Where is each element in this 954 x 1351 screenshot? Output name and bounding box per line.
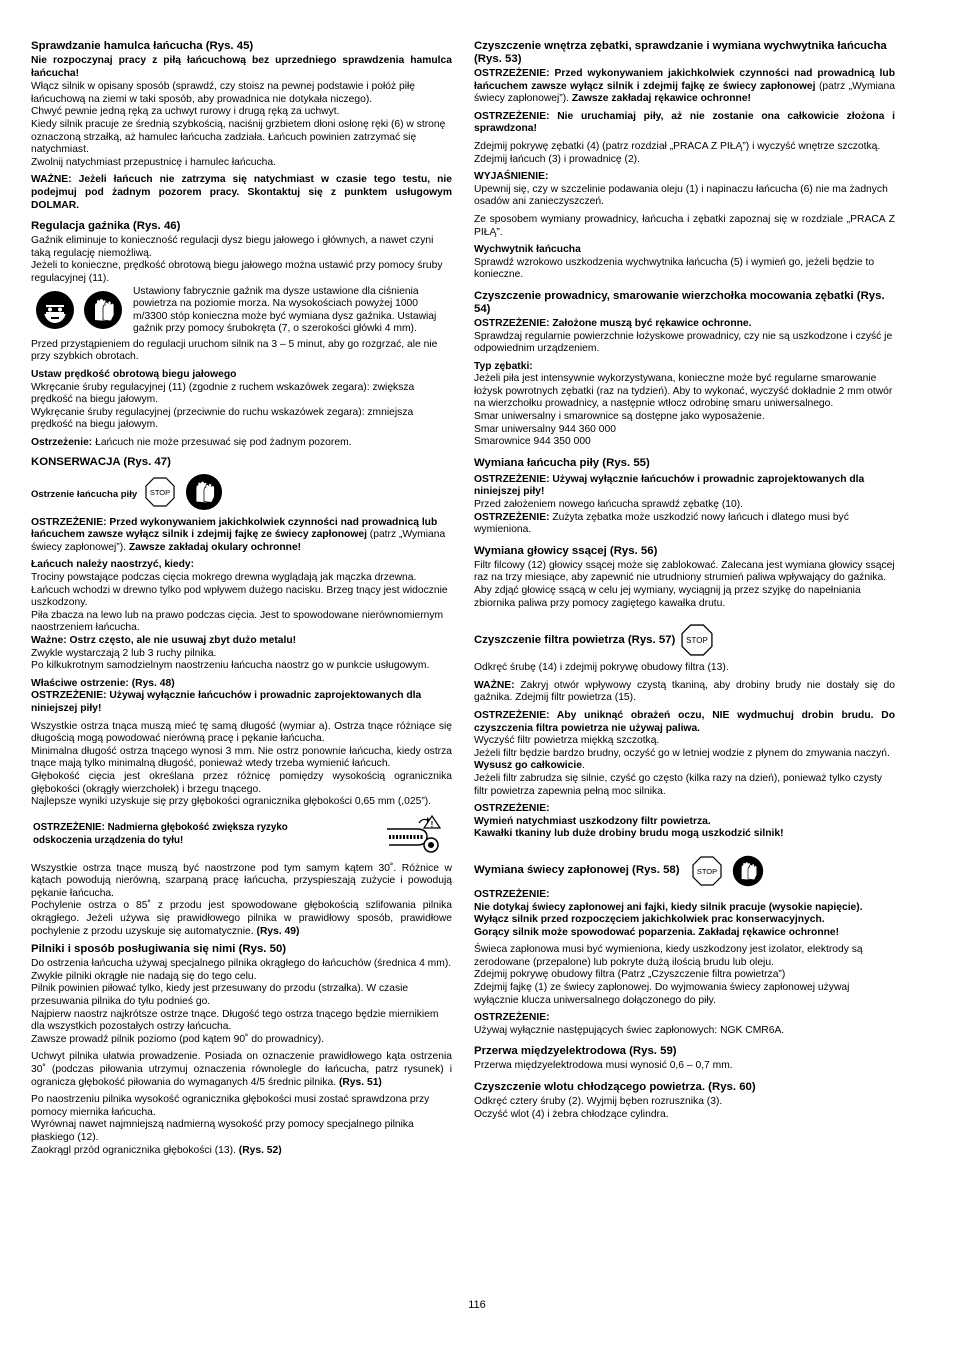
stop-label: STOP	[696, 866, 717, 876]
warning-ref: (patrz „Wymiana świecy zapłonowej”).	[474, 80, 895, 105]
warning-label: OSTRZEŻENIE:	[474, 1012, 550, 1024]
paragraph: Przed założeniem nowego łańcucha sprawdź zębatkę (10).	[474, 499, 744, 511]
paragraph: Ustawiony fabrycznie gaźnik ma dysze ustawione dla ciśnienia powietrza na poziomie morza. Na wysokościach powyżej 1000 m/3300 stóp konieczna może być wymiana dysz gaźnika. Ustawiaj gaźnik przy pomocy śrubokręta (7, o szerokości główki 4 mm).	[133, 285, 437, 335]
warning-text: OSTRZEŻENIE: Przed wykonywaniem jakichkolwiek czynności nad prowadnicą lub łańcuchem zawsze wyłącz silnik i zdejmij fajkę ze świecy zapłonowej	[31, 516, 438, 541]
subheading: Właściwe ostrzenie: (Rys. 48)	[31, 677, 175, 689]
paragraph: Filtr filcowy (12) głowicy ssącej może się zablokować. Zalecana jest wymiana głowicy ssącej raz na trzy miesiące, aby zapewnić nie utrudniony strumień paliwa wpływający do gaźnika. Aby zdjąć głowicę ssącą w celu jej wymiany, wyciągnij ją przez szyjkę do napełniania zbiornika paliwa przy pomocy zagiętego kawałka drutu.	[474, 559, 895, 609]
paragraph: Wszystkie ostrza tnąca muszą mieć tę samą długość (wymiar a). Ostrza tnące różniące się długością mogą powodować nierówną pracę i pękanie łańcucha. Minimalna długość ostrza tnącego wynosi 3 mm. Nie ostrz ponownie łańcucha, kiedy ostrza tnące mają tylko minimalną długość, ponieważ wtedy trzeba wymienić łańcuch. Głębokość cięcia jest określana przez różnicę pomiędzy wysokością ogranicznika głębokości (okrągły wierzchołek) i brzegu tnącego. Najlepsze wyniki uzyskuje się przy głębokości ogranicznika głębokości 0,65 mm (,025”).	[31, 720, 452, 808]
sharpening-header	[31, 473, 452, 511]
kickback-icon	[383, 815, 441, 855]
figure-ref: (Rys. 51)	[336, 1076, 382, 1088]
warning-label: OSTRZEŻENIE:	[474, 511, 550, 523]
stop-icon	[681, 624, 713, 656]
paragraph	[474, 760, 895, 798]
paragraph	[31, 1094, 452, 1157]
warning	[31, 437, 452, 450]
ppe-icons	[35, 290, 123, 330]
paragraph: Odkręć śrubę (14) i zdejmij pokrywę obudowy filtra (13).	[474, 662, 729, 674]
warning-text: Łańcuch nie może przesuwać się pod żadnym pozorem.	[92, 437, 352, 449]
section-title: Czyszczenie wlotu chłodzącego powietrza. (Rys. 60)	[474, 1081, 756, 1094]
stop-label: STOP	[149, 487, 171, 497]
right-column	[474, 40, 895, 1126]
section-title: Wymiana świecy zapłonowej (Rys. 58)	[474, 864, 680, 877]
paragraph: Do ostrzenia łańcucha używaj specjalnego pilnika okrągłego do łańcuchów (średnica 4 mm). Zwykłe pilniki okrągłe nie nadają się do tego celu. Pilnik powinien piłować tylko, kiedy jest przesuwany do przodu (strzałka). W czasie przesuwania pilnika do tyłu podnieś go. Najpierw naostrz najkrótsze ostrze tnące. Długość tego ostrza tnącego będzie miernikiem dla wszystkich pozostałych ostrzy łańcucha. Zawsze prowadź pilnik poziomo (pod kątem 90˚ do prowadnicy).	[31, 958, 452, 1045]
stop-icon	[145, 477, 175, 507]
warning-text: OSTRZEŻENIE: Przed wykonywaniem jakichkolwiek czynności nad prowadnicą lub łańcuchem zawsze wyłącz silnik i zdejmij fajkę ze świecy zapłonowej	[474, 68, 895, 92]
paragraph: Przed przystąpieniem do regulacji uruchom silnik na 3 – 5 minut, aby go rozgrzać, ale nie przy szybkich obrotach.	[31, 338, 438, 363]
paragraph: Wkręcanie śruby regulacyjnej (11) (zgodnie z ruchem wskazówek zegara): zwiększa prędkość na biegu jałowym. Wykręcanie śruby regulacyjnej (przeciwnie do ruchu wskazówek zegara): zmniejsza prędkość na biegu jałowym.	[31, 381, 415, 431]
section-title: Czyszczenie prowadnicy, smarowanie wierzchołka mocowania zębatki (Rys. 54)	[474, 289, 885, 315]
warning-ref: (patrz „Wymiana świecy zapłonowej”).	[31, 529, 446, 553]
stop-label: STOP	[686, 636, 709, 646]
section-title: Wymiana łańcucha piły (Rys. 55)	[474, 456, 650, 469]
warning-text: Zużyta zębatka może uszkodzić nowy łańcuch i dlatego musi być wymieniona.	[474, 511, 849, 536]
paragraph: Używaj wyłącznie następujących świec zapłonowych: NGK CMR6A.	[474, 1024, 785, 1036]
important-note	[474, 680, 895, 705]
warning: OSTRZEŻENIE: Aby uniknąć obrażeń oczu, NIE wydmuchuj drobin brudu. Do czyszczenia filtra powietrza nie używaj paliwa.	[474, 709, 895, 734]
paragraph: Gaźnik eliminuje to konieczność regulacji dysz biegu jałowego i głównych, a nawet czyni taką regulację niemożliwą. Jeżeli to konieczne, prędkość obrotową biegu jałowego można ustawić przy pomocy śruby regulacyjnej (11).	[31, 235, 443, 284]
warning: OSTRZEŻENIE: Założone muszą być rękawice ochronne.	[474, 317, 752, 329]
important-label: WAŻNE:	[474, 679, 515, 691]
warning-text: Zawsze zakładaj okulary ochronne!	[128, 541, 302, 553]
face-protection-icon	[35, 290, 75, 330]
page-number: 116	[468, 1299, 486, 1311]
icon-paragraph	[31, 286, 452, 336]
paragraph-text: Uchwyt pilnika ułatwia prowadzenie. Posiada on oznaczenie prawidłowego kąta ostrzenia 30˚ (podczas piłowania utrzymuj oznaczenia równolegle do łańcucha, patrz rysunek) i ogranicza głębokość piłowania do wymaganych 4/5 średnic pilnika.	[31, 1051, 452, 1088]
gloves-icon	[732, 855, 764, 887]
warning: OSTRZEŻENIE: Nie dotykaj świecy zapłonowej ani fajki, kiedy silnik pracuje (wysokie napięcie). Wyłącz silnik przed rozpoczęciem jakichkolwiek prac konserwacyjnych. Gorący silnik może spowodować poparzenia. Zakładaj rękawice ochronne!	[474, 888, 863, 938]
paragraph: Włącz silnik w opisany sposób (sprawdź, czy stoisz na pewnej podstawie i połóż piłę łańcuchową na ziemi w taki sposób, aby prowadnica nie dotykała niczego). Chwyć pewnie jedną ręką za uchwyt rurowy i drugą ręką za uchwyt. Kiedy silnik pracuje ze średnią szybkością, naciśnij grzbietem dłoni osłonę ręki (6) w stronę oznaczoną strzałką, aż hamulec łańcucha zadziała. Łańcuch powinien zatrzymać się natychmiast. Zwolnij natychmiast przepustnicę i hamulec łańcucha.	[31, 81, 446, 168]
subheading: Typ zębatki:	[474, 360, 533, 372]
paragraph	[31, 1051, 452, 1089]
paragraph: Ze sposobem wymiany prowadnicy, łańcucha i zębatki zapoznaj się w rozdziale „PRACA Z PIŁĄ”.	[474, 213, 895, 238]
warning	[474, 512, 895, 537]
warning: OSTRZEŻENIE: Nadmierna głębokość zwiększa ryzyko odskoczenia urządzenia do tyłu!	[33, 822, 288, 846]
paragraph-text: . Jeżeli filtr zabrudza się silnie, czyść go często (kilka razy na dzień), ponieważ tylko czysty filtr powietrza zapewnia pełną moc silnika.	[474, 760, 883, 797]
section-title: Przerwa międzyelektrodowa (Rys. 59)	[474, 1045, 677, 1058]
left-column	[31, 40, 452, 1162]
section-title: KONSERWACJA (Rys. 47)	[31, 455, 171, 468]
figure-ref: (Rys. 49)	[253, 925, 300, 937]
paragraph: Sprawdzaj regularnie powierzchnie łożyskowe prowadnicy, czy nie są uszkodzone i czyść je odpowiednim urządzeniem.	[474, 330, 893, 355]
section-title: Pilniki i sposób posługiwania się nimi (Rys. 50)	[31, 943, 287, 956]
subheading: Ostrzenie łańcucha piły	[31, 489, 138, 501]
warning: OSTRZEŻENIE: Wymień natychmiast uszkodzony filtr powietrza. Kawałki tkaniny lub duże drobiny brudu mogą uszkodzić silnik!	[474, 803, 784, 840]
air-filter-header	[474, 624, 895, 656]
bold-text: Wysusz go całkowicie	[474, 760, 582, 772]
warning: Nie rozpoczynaj pracy z piłą łańcuchową bez uprzedniego sprawdzenia hamulca łańcucha!	[31, 55, 452, 79]
paragraph: Zdejmij pokrywę zębatki (4) (patrz rozdział „PRACA Z PIŁĄ”) i wyczyść wnętrze szczotką. Zdejmij łańcuch (3) i prowadnicę (2).	[474, 140, 881, 165]
section-title: Czyszczenie wnętrza zębatki, sprawdzanie i wymiana wychwytnika łańcucha (Rys. 53)	[474, 40, 887, 65]
svg-text:!: !	[430, 819, 434, 829]
section-title: Sprawdzanie hamulca łańcucha (Rys. 45)	[31, 40, 254, 52]
paragraph: Przerwa międzyelektrodowa musi wynosić 0,6 – 0,7 mm.	[474, 1060, 733, 1072]
gloves-icon	[83, 290, 123, 330]
paragraph: Odkręć cztery śruby (2). Wyjmij bęben rozrusznika (3). Oczyść wlot (4) i żebra chłodzące cylindra.	[474, 1096, 723, 1120]
paragraph: Jeżeli piła jest intensywnie wykorzystywana, konieczne może być regularne smarowanie łożysk powrotnych zębatki (raz na tydzień). Aby to wykonać, wyczyść dokładnie 2 mm otwór na wierzchołku prowadnicy, a następnie wtłocz odrobinę smaru uniwersalnego. Smar uniwersalny i smarownice są dostępne jako wyposażenie. Smar uniwersalny 944 360 000 Smarownice 944 350 000	[474, 373, 893, 448]
gloves-icon	[185, 473, 223, 511]
section-title: Wymiana głowicy ssącej (Rys. 56)	[474, 544, 658, 557]
warning-text: Zawsze zakładaj rękawice ochronne!	[571, 93, 751, 105]
important-note: Ważne: Ostrz często, ale nie usuwaj zbyt dużo metalu!	[31, 634, 297, 646]
subheading: WYJAŚNIENIE:	[474, 171, 549, 183]
paragraph: Trociny powstające podczas cięcia mokrego drewna wyglądają jak mączka drzewna. Łańcuch wchodzi w drewno tylko pod wpływem dużego nacisku. Brzeg tnący jest widocznie uszkodzony. Piła zbacza na lewo lub na prawo podczas cięcia. Jest to spowodowane nierównomiernym naostrzeniem łańcucha.	[31, 572, 448, 634]
warning-label: Ostrzeżenie:	[31, 437, 93, 449]
kickback-warning	[31, 815, 452, 855]
subheading: Łańcuch należy naostrzyć, kiedy:	[31, 559, 195, 571]
figure-ref: (Rys. 52)	[235, 1144, 282, 1156]
warning: OSTRZEŻENIE: Używaj wyłącznie łańcuchów i prowadnic zaprojektowanych dla niniejszej piły!	[474, 473, 865, 498]
paragraph: Zwykle wystarczają 2 lub 3 ruchy pilnika. Po kilkukrotnym samodzielnym naostrzeniu łańcucha naostrz go w punkcie usługowym.	[31, 647, 430, 672]
stop-icon	[692, 856, 722, 886]
warning: OSTRZEŻENIE: Nie uruchamiaj piły, aż nie zostanie ona całkowicie złożona i sprawdzona!	[474, 110, 895, 135]
paragraph: Upewnij się, czy w szczelinie podawania oleju (1) i napinaczu łańcucha (6) nie ma żadnych osadów ani zanieczyszczeń.	[474, 183, 888, 208]
paragraph-text: Po naostrzeniu pilnika wysokość ogranicznika głębokości musi zostać sprawdzona przy pomocy miernika łańcucha. Wyrównaj nawet najmniejszą nadmierną wysokość przy pomocy specjalnego pilnika płaskiego (12). Zaokrągl przód ogranicznika głębokości (13).	[31, 1094, 430, 1156]
section-title: Regulacja gaźnika (Rys. 46)	[31, 220, 181, 233]
section-title: Czyszczenie filtra powietrza (Rys. 57)	[474, 633, 676, 646]
paragraph-text: Wszystkie ostrza tnące muszą być naostrzone pod tym samym kątem 30˚. Różnice w kątach powodują nierówną, szarpaną pracę łańcucha, przyspieszają zużycie i powodują pękanie łańcucha. Pochylenie ostrza o 85˚ z przodu jest spowodowane głębokością szlifowania pilnika okrągłego. Jeżeli używa się prawidłowego pilnika w prawidłowy sposób, prawidłowe pochylenie z przodu uzyskuje się automatycznie.	[31, 862, 452, 937]
paragraph: Sprawdź wzrokowo uszkodzenia wychwytnika łańcucha (5) i wymień go, jeżeli będzie to konieczne.	[474, 256, 875, 281]
important-text: Zakryj otwór wpływowy czystą tkaniną, aby drobiny brudy nie dostały się do gaźnika. Zdejmij filtr powietrza (15).	[474, 679, 895, 704]
warning: OSTRZEŻENIE: Używaj wyłącznie łańcuchów i prowadnic zaprojektowanych dla niniejszej piły!	[31, 690, 422, 714]
subheading: Wychwytnik łańcucha	[474, 244, 581, 256]
subheading: Ustaw prędkość obrotową biegu jałowego	[31, 369, 237, 381]
spark-plug-header	[474, 855, 895, 887]
paragraph	[31, 863, 452, 939]
paragraph: Wyczyść filtr powietrza miękką szczotką. Jeżeli filtr będzie bardzo brudny, oczyść go w letniej wodzie z płynem do zmywania naczyń.	[474, 735, 890, 759]
important-note: WAŻNE: Jeżeli łańcuch nie zatrzyma się natychmiast w czasie tego testu, nie podejmuj pod żadnym pozorem pracy. Skontaktuj się z punktem usługowym DOLMAR.	[31, 174, 452, 211]
warning	[474, 68, 895, 106]
warning	[31, 517, 452, 555]
paragraph: Świeca zapłonowa musi być wymieniona, kiedy uszkodzony jest izolator, elektrody są zerodowane (przepalone) lub pokryte dużą ilością brudu lub oleju. Zdejmij pokrywę obudowy filtra (Patrz „Czyszczenie filtra powietrza”) Zdejmij fajkę (1) ze świecy zapłonowej. Do wyjmowania świecy zapłonowej używaj wyłącznie klucza uniwersalnego dołączonego do piły.	[474, 944, 863, 1006]
